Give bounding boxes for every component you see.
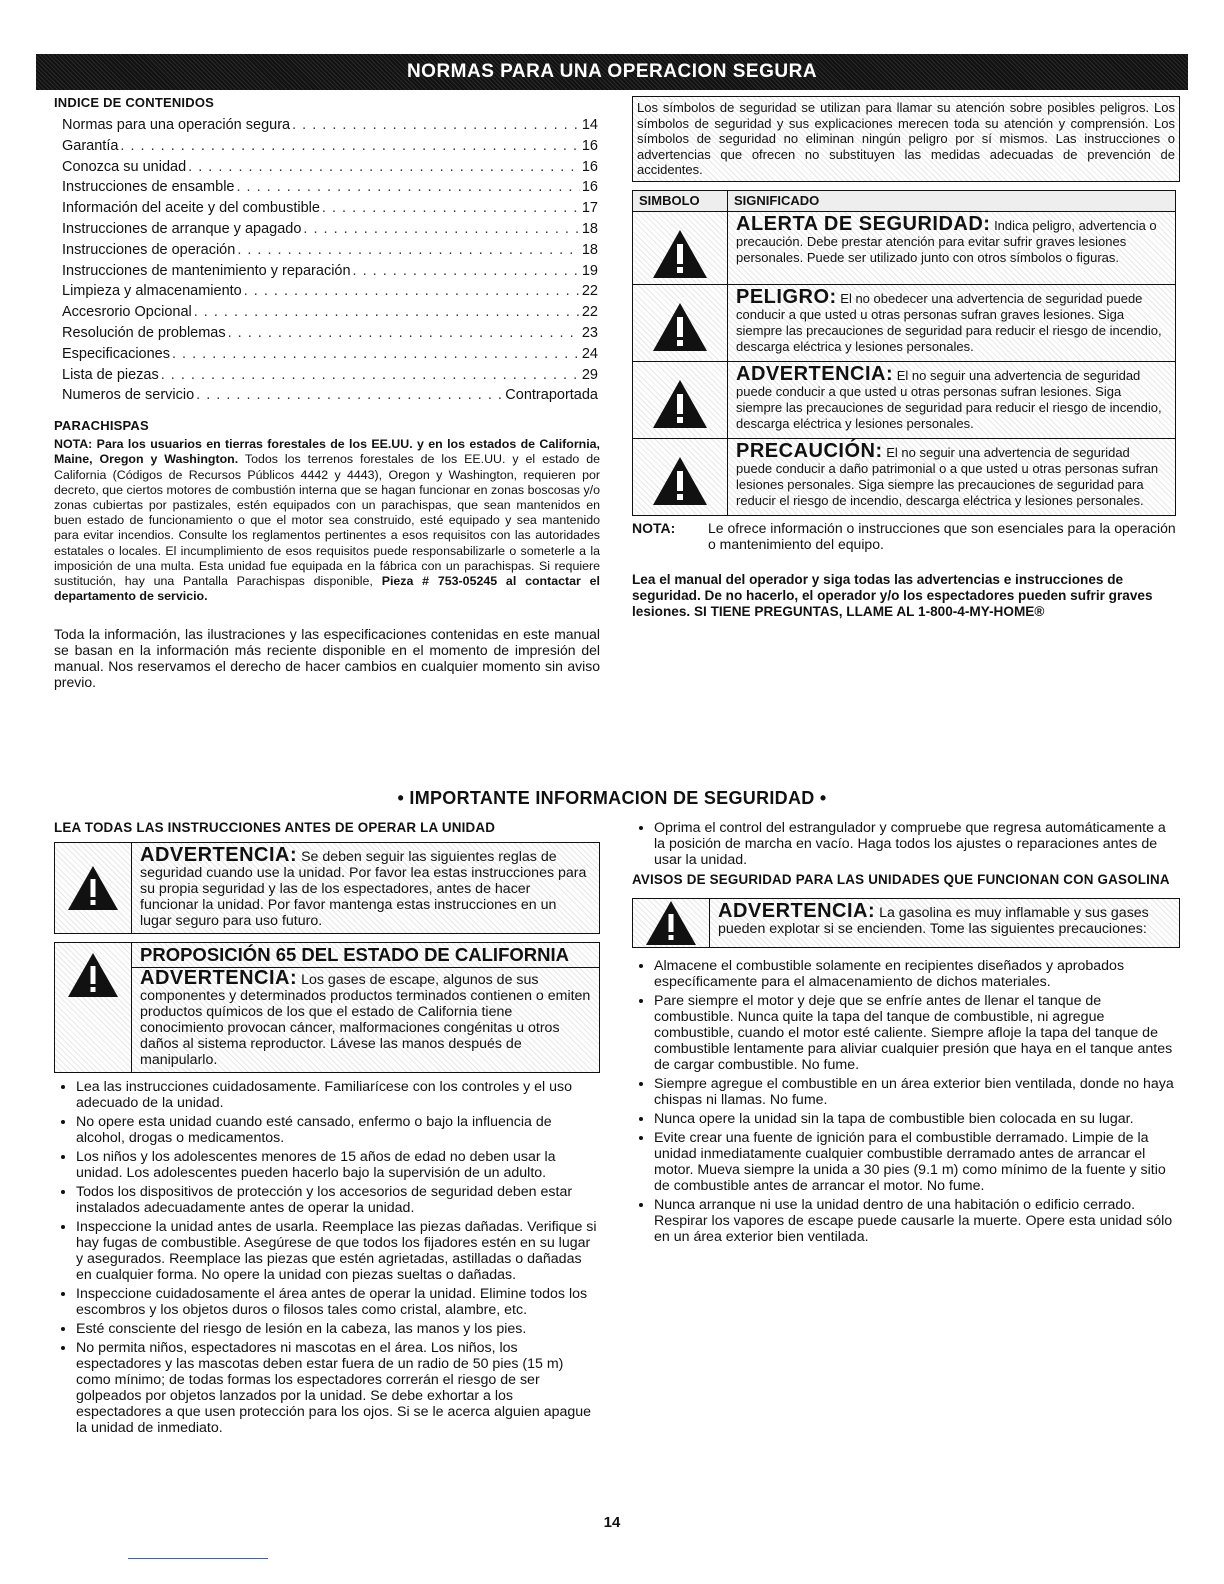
parachispas-heading: PARACHISPAS (54, 418, 149, 434)
warning-body: La gasolina es muy inflamable y sus gases pueden explotar si se encienden. Tome las siguientes precauciones: (718, 905, 1149, 937)
toc-item-page: 16 (581, 137, 598, 154)
toc-item-page: 16 (581, 179, 598, 196)
read-instructions-heading: LEA TODAS LAS INSTRUCCIONES ANTES DE OPERAR LA UNIDAD (54, 820, 496, 835)
symbol-cell (633, 438, 728, 515)
left-top-column (54, 95, 600, 690)
warning-icon-cell (55, 843, 132, 933)
read-manual-text: Lea el manual del operador y siga todas las advertencias e instrucciones de seguridad. De no hacerlo, el operador y/o los espectadores pueden sufrir graves lesiones. SI TIENE PREGUNTAS, LLAME AL 1-800-4-MY-HOME® (632, 571, 1153, 619)
meaning-key: PELIGRO: (736, 285, 837, 308)
table-of-contents (62, 115, 598, 406)
symbol-row (633, 438, 1176, 515)
toc-item (62, 281, 598, 302)
right-top-bullet-list (632, 820, 1180, 868)
list-item: • Inspeccione la unidad antes de usarla. Reemplace las piezas dañadas. Verifique si hay fugas de combustible. Asegúrese de que todos los fijadores estén en su lugar y asegurados. Reemplace las piezas que estén agrietadas, astilladas o dañadas en cualquier forma. No opere la unidad con piezas sueltas o dañadas. (76, 1219, 600, 1283)
toc-item (62, 261, 598, 282)
toc-item (62, 385, 598, 406)
toc-item-page: 22 (581, 304, 598, 321)
prop65-title: PROPOSICIÓN 65 DEL ESTADO DE CALIFORNIA (132, 943, 599, 968)
warning-triangle-icon (651, 378, 709, 430)
toc-leader-dots (161, 365, 580, 386)
prop65-body: Los gases de escape, algunos de sus componentes y determinados productos terminados contienen o emiten productos químicos de los que el estado de California tiene conocimiento provocan cáncer, malformaciones congénitas u otros daños al sistema reproductor. Lávese las manos después de manipularlo. (140, 972, 591, 1068)
right-top-column (632, 96, 1180, 620)
list-item: • Esté consciente del riesgo de lesión en la cabeza, las manos y los pies. (76, 1321, 600, 1337)
meaning-cell (728, 211, 1176, 284)
symbol-cell (633, 211, 728, 284)
warning-triangle-icon (66, 864, 120, 912)
toc-item-title: Normas para una operación segura (62, 117, 291, 133)
warning-key: ADVERTENCIA: (140, 844, 298, 866)
meaning-key: ALERTA DE SEGURIDAD: (736, 212, 991, 235)
toc-item (62, 219, 598, 240)
toc-item-title: Información del aceite y del combustible (62, 200, 320, 217)
prop65-text (132, 968, 599, 1072)
symbol-row (633, 211, 1176, 284)
toc-item (62, 198, 598, 219)
toc-item-title: Garantía (62, 137, 119, 154)
list-item: • Evite crear una fuente de ignición para el combustible derramado. Limpie de la unidad inmediatamente cualquier combustible derramado antes de arrancar el motor. Mueva siempre la unida a 30 pies (9.1 m) como mínimo de la fuente y sitio de combustible antes de arrancar el motor. No fume. (654, 1130, 1180, 1194)
toc-item (62, 344, 598, 365)
toc-item-page: 19 (581, 262, 598, 279)
left-bottom-column (54, 820, 600, 1439)
meaning-text: El no seguir una advertencia de seguridad puede conducir a que usted u otras personas sufran lesiones. Siga siempre las precauciones de seguridad para reducir el riesgo de incendio, descarga eléctrica y lesiones personales. (736, 367, 1162, 431)
toc-item (62, 240, 598, 261)
list-item: • Pare siempre el motor y deje que se enfríe antes de llenar el tanque de combustible. Nunca quite la tapa del tanque de combustible, ni agregue combustible, cuando el motor esté caliente. Siempre afloje la tapa del tanque de combustible lentamente para aliviar cualquier presión que haya en el tanque antes de cargar combustible. No fume. (654, 993, 1180, 1073)
right-bullet-list (632, 958, 1180, 1245)
toc-leader-dots (292, 115, 580, 136)
list-item: • Los niños y los adolescentes menores de 15 años de edad no deben usar la unidad. Los adolescentes pueden hacerlo bajo la supervisión de un adulto. (76, 1149, 600, 1181)
toc-leader-dots (194, 302, 580, 323)
toc-item-title: Especificaciones (62, 345, 170, 362)
toc-leader-dots (188, 157, 580, 178)
list-item: • Todos los dispositivos de protección y los accesorios de seguridad deben estar instalados adecuadamente antes de operar la unidad. (76, 1184, 600, 1216)
nota-key: NOTA: (632, 519, 676, 536)
toc-item-title: Conozca su unidad (62, 158, 187, 175)
toc-item (62, 136, 598, 157)
prop65-content (132, 943, 599, 1072)
section-title: • IMPORTANTE INFORMACION DE SEGURIDAD • (397, 788, 827, 808)
prop65-box (54, 942, 600, 1073)
toc-item (62, 115, 598, 136)
toc-item-title: Instrucciones de arranque y apagado (62, 220, 302, 237)
general-warning-text (132, 843, 599, 933)
toc-item (62, 157, 598, 178)
general-warning-box (54, 842, 600, 934)
toc-leader-dots (353, 261, 580, 282)
toc-item-page: 18 (581, 220, 598, 237)
parachispas-body: Todos los terrenos forestales de los EE.UU. y el estado de California (Códigos de Recursos Públicos 4442 y 4443), Oregon y Washington, requieren por decreto, que ciertos motores de combustión interna que se hagan funcionar en zonas boscosas y/o zonas cubiertas por pastizales, estén equipados con un parachispas, que sean mantenidos en buen estado de funcionamiento o que el motor sea construido, esté equipado y sea mantenido para evitar incendios. Consulte los reglamentos pertinentes a esos requisitos con las autoridades estatales o locales. El incumplimiento de esos requisitos puede responsabilizarle o someterle a la imposición de una multa. Esta unidad fue equipada en la fábrica con un parachispas. Si requiere sustitución, hay una Pantalla Parachispas disponible, (54, 452, 600, 588)
meaning-cell (728, 284, 1176, 361)
symbols-intro-box: Los símbolos de seguridad se utilizan para llamar su atención sobre posibles peligros. Los símbolos de seguridad y sus explicaciones merecen toda su atención y comprensión. Los símbolos de seguridad no eliminan ningún peligro por sí mismos. Las instrucciones o advertencias que ofrecen no substituyen las medidas adecuadas de prevención de accidentes. (632, 96, 1180, 182)
list-item: • Almacene el combustible solamente en recipientes diseñados y aprobados específicamente para el almacenamiento de dichos materiales. (654, 958, 1180, 990)
gasoline-warning-box (632, 898, 1180, 948)
disclaimer-text: Toda la información, las ilustraciones y las especificaciones contenidas en este manual se basan en la información más reciente disponible en el momento de impresión del manual. Nos reservamos el derecho de hacer cambios en cualquier momento sin aviso previo. (54, 626, 600, 691)
symbol-cell (633, 361, 728, 438)
nota-text: Le ofrece información o instrucciones que son esenciales para la operación o mantenimiento del equipo. (708, 519, 1176, 552)
parachispas-text (54, 437, 600, 604)
list-item: • Nunca opere la unidad sin la tapa de combustible bien colocada en su lugar. (654, 1111, 1180, 1127)
toc-item-title: Numeros de servicio (62, 387, 195, 404)
toc-leader-dots (228, 323, 580, 344)
warning-triangle-icon (651, 455, 709, 507)
toc-item-page: Contraportada (505, 387, 598, 404)
symbol-column-header: SIMBOLO (633, 190, 728, 211)
meaning-text: El no obedecer una advertencia de seguridad puede conducir a que usted u otras personas sufran graves lesiones. Siga siempre las precauciones de seguridad para reducir el riesgo de incendio, descarga eléctrica y lesiones personales. (736, 290, 1162, 354)
toc-item-title: Resolución de problemas (62, 324, 226, 341)
gasoline-icon-cell (633, 899, 710, 947)
warning-triangle-icon (651, 301, 709, 353)
warning-triangle-icon (651, 228, 709, 280)
list-item: • Oprima el control del estrangulador y compruebe que regresa automáticamente a la posición de marcha en vacío. Haga todos los ajustes o reparaciones antes de usar la unidad. (654, 820, 1180, 868)
toc-item (62, 365, 598, 386)
toc-leader-dots (120, 136, 579, 157)
toc-leader-dots (303, 219, 579, 240)
toc-item-title: Instrucciones de ensamble (62, 179, 235, 196)
toc-item-page: 14 (581, 117, 598, 133)
nota-line (632, 520, 1180, 552)
prop65-icon-cell (55, 943, 132, 1072)
parachispas-bold-intro: NOTA: Para los usuarios en tierras forestales de los EE.UU. y en los estados de California, Maine, Oregon y Washington. (54, 437, 600, 467)
toc-leader-dots (244, 281, 580, 302)
toc-item-title: Instrucciones de operación (62, 241, 236, 258)
page-number: 14 (603, 1514, 621, 1531)
toc-item (62, 323, 598, 344)
list-item: • No opere esta unidad cuando esté cansado, enfermo o bajo la influencia de alcohol, drogas o medicamentos. (76, 1114, 600, 1146)
warning-triangle-icon (644, 899, 698, 947)
warning-key: ADVERTENCIA: (718, 900, 876, 922)
toc-item-title: Instrucciones de mantenimiento y reparación (62, 262, 351, 279)
toc-leader-dots (237, 177, 580, 198)
page-banner: NORMAS PARA UNA OPERACION SEGURA (36, 54, 1188, 90)
toc-item-page: 23 (581, 324, 598, 341)
list-item: • No permita niños, espectadores ni mascotas en el área. Los niños, los espectadores y las mascotas deben estar fuera de un radio de 50 pies (15 m) como mínimo; de todas formas los espectadores correrán el riesgo de ser golpeados por objetos lanzados por la unidad. Se debe exhortar a los espectadores a que usen protección para los ojos. Si se le acerca alguien apague la unidad de inmediato. (76, 1340, 600, 1436)
toc-item (62, 302, 598, 323)
symbol-cell (633, 284, 728, 361)
toc-leader-dots (237, 240, 580, 261)
footer-link-underline (128, 1558, 268, 1559)
warning-body: Se deben seguir las siguientes reglas de seguridad cuando use la unidad. Por favor lea estas instrucciones para su propia seguridad y las de los espectadores, antes de hacer funcionar la unidad. Por favor mantenga estas instrucciones en un lugar seguro para uso futuro. (140, 849, 587, 929)
parachispas-bold-end: Pieza # 753-05245 al contactar el departamento de servicio. (54, 573, 600, 604)
toc-item-page: 29 (581, 366, 598, 383)
warning-triangle-icon (66, 951, 120, 999)
list-item: • Lea las instrucciones cuidadosamente. Familiarícese con los controles y el uso adecuado de la unidad. (76, 1079, 600, 1111)
meaning-text: El no seguir una advertencia de seguridad puede conducir a daño patrimonial o a que usted u otras personas sufran lesiones personales. Siga siempre las precauciones de seguridad para reducir el riesgo de incendio, descarga eléctrica y lesiones personales. (736, 444, 1159, 508)
toc-item-page: 16 (581, 158, 598, 175)
list-item: • Inspeccione cuidadosamente el área antes de operar la unidad. Elimine todos los escombros y los objetos duros o filosos tales como cristal, alambre, etc. (76, 1286, 600, 1318)
left-bullet-list (54, 1079, 600, 1436)
toc-leader-dots (322, 198, 580, 219)
meaning-column-header: SIGNIFICADO (728, 190, 1176, 211)
toc-item-title: Limpieza y almacenamiento (62, 283, 242, 300)
right-bottom-column (632, 820, 1180, 1248)
toc-leader-dots (196, 385, 503, 406)
meaning-key: ADVERTENCIA: (736, 362, 894, 385)
toc-item-page: 24 (581, 345, 598, 362)
symbol-row (633, 361, 1176, 438)
meaning-cell (728, 438, 1176, 515)
toc-item-page: 17 (581, 200, 598, 217)
toc-leader-dots (172, 344, 580, 365)
symbol-row (633, 284, 1176, 361)
gasoline-warning-text (710, 899, 1179, 947)
meaning-cell (728, 361, 1176, 438)
list-item: • Siempre agregue el combustible en un área exterior bien ventilada, donde no haya chispas ni llamas. No fume. (654, 1076, 1180, 1108)
toc-item-page: 22 (581, 283, 598, 300)
toc-item (62, 177, 598, 198)
symbol-table (632, 190, 1176, 516)
toc-item-page: 18 (581, 241, 598, 258)
meaning-text: Indica peligro, advertencia o precaución. Debe prestar atención para evitar sufrir graves lesiones personales. Puede ser utilizado junto con otros símbolos o figuras. (736, 217, 1157, 265)
toc-item-title: Accesrorio Opcional (62, 304, 192, 321)
toc-item-title: Lista de piezas (62, 366, 159, 383)
toc-heading: INDICE DE CONTENIDOS (54, 95, 215, 110)
gasoline-heading: AVISOS DE SEGURIDAD PARA LAS UNIDADES QUE FUNCIONAN CON GASOLINA (632, 872, 1170, 887)
prop65-key: ADVERTENCIA: (140, 967, 298, 989)
list-item: • Nunca arranque ni use la unidad dentro de una habitación o edificio cerrado. Respirar los vapores de escape puede causarle la muerte. Opere esta unidad sólo en un área exterior bien ventilada. (654, 1197, 1180, 1245)
meaning-key: PRECAUCIÓN: (736, 439, 883, 462)
